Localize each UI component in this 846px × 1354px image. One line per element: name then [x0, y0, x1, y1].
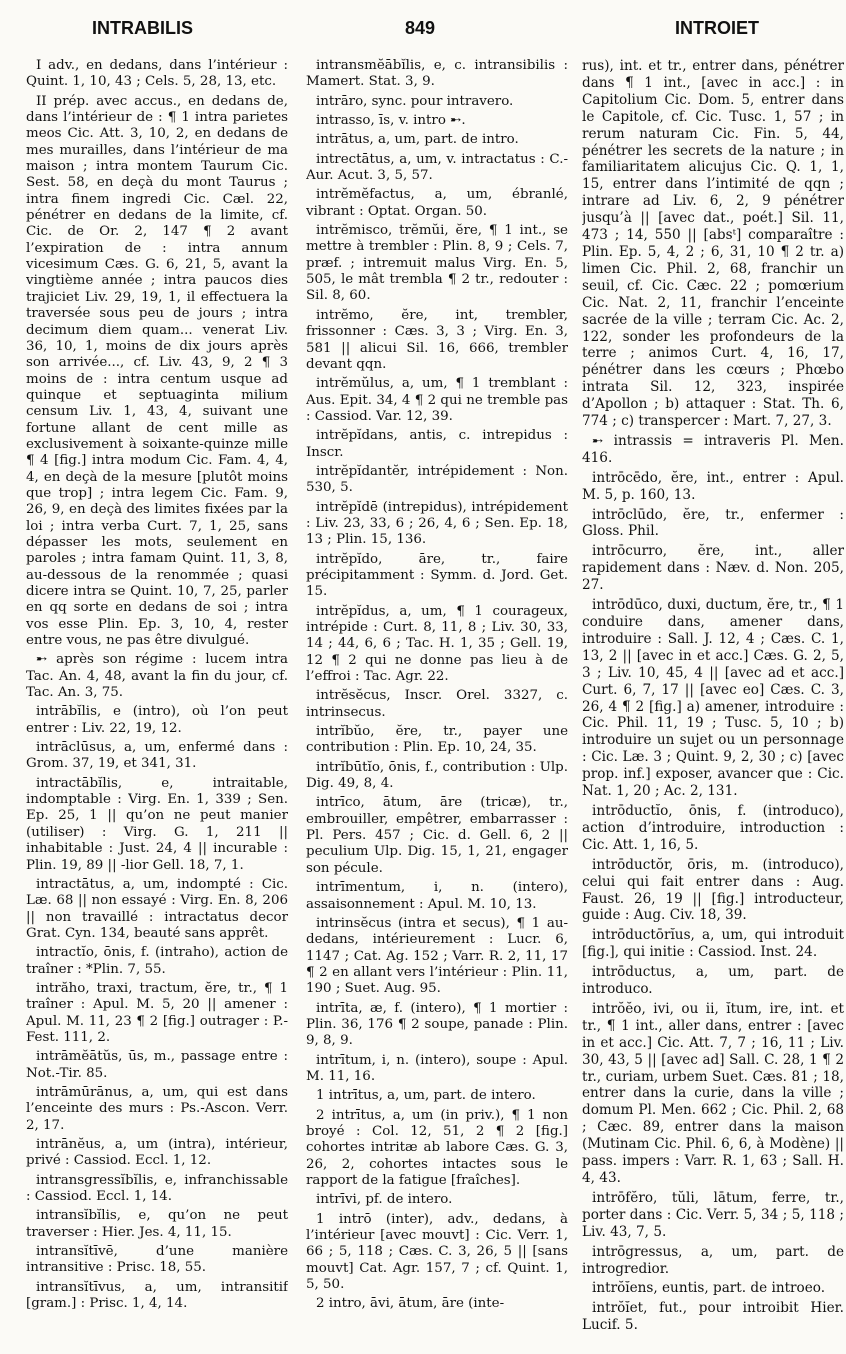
dictionary-entry: intrasso, īs, v. intro ➸. [316, 113, 466, 129]
dictionary-entry: 1 intrītus, a, um, part. de intero. [316, 1088, 536, 1104]
dictionary-entry: intrăho, traxi, tractum, ĕre, tr., ¶ 1 traîner : Apul. M. 5, 20 || amener : Apul. M. 11, 23 ¶ 2 [fig.] outrager : P.-Fest. 111, 2. [26, 980, 288, 1045]
dictionary-entry: intrātus, a, um, part. de intro. [316, 132, 519, 148]
dictionary-entry: intrōcurro, ĕre, int., aller rapidement dans : Næv. d. Non. 205, 27. [582, 543, 844, 594]
dictionary-entry: intrōdūco, duxi, ductum, ĕre, tr., ¶ 1 conduire dans, amener dans, introduire : Sall. J. 12, 4 ; Cæs. C. 1, 13, 2 || [avec in et acc.] Cæs. G. 2, 5, 3 ; Liv. 10, 45, 4 || [avec ad et acc.] Curt. 6, 7, 17 || [avec eo] Cæs. C. 3, 26, 4 ¶ 2 [fig.] a) amener, introduire : Cic. Phil. 11, 19 ; Tusc. 5, 10 ; b) introduire un sujet ou un personnage : Cic. Læ. 3 ; Quint. 9, 2, 30 ; c) [avec prop. inf.] exposer, avancer que : Cic. Nat. 1, 20 ; Ac. 2, 131. [582, 597, 844, 800]
dictionary-entry: intrĕmŭlus, a, um, ¶ 1 tremblant : Aus. Epit. 34, 4 ¶ 2 qui ne tremble pas : Cassiod. Var. 12, 39. [306, 376, 568, 424]
header-last-entry: INTROIET [675, 18, 759, 38]
dictionary-entry: intrōductōrĭus, a, um, qui introduit [fig.], qui initie : Cassiod. Inst. 24. [582, 927, 844, 961]
column-left [26, 58, 288, 1348]
dictionary-entry: 1 intrō (inter), adv., dedans, à l’intérieur [avec mouvt] : Cic. Verr. 1, 66 ; 5, 118 ; Cæs. C. 3, 26, 5 || [sans mouvt] Cat. Agr. 157, 7 ; cf. Quint. 1, 5, 50. [306, 1211, 568, 1293]
dictionary-entry: intrāmūrānus, a, um, qui est dans l’enceinte des murs : Ps.-Ascon. Verr. 2, 17. [26, 1084, 288, 1133]
dictionary-entry: intrōclūdo, ĕre, tr., enfermer : Gloss. Phil. [582, 506, 844, 540]
dictionary-entry: intrīvi, pf. de intero. [316, 1192, 453, 1208]
page-header [0, 10, 846, 44]
dictionary-entry: intrŏĕo, ivi, ou ii, ĭtum, ire, int. et tr., ¶ 1 int., aller dans, entrer : [avec in et acc.] Cic. Att. 7, 7 ; 16, 11 ; Liv. 30, 43, 5 || [avec ad] Sall. C. 28, 1 ¶ 2 tr., curiam, urbem Suet. Cæs. 81 ; 18, entrer dans la curie, dans la ville ; domum Pl. Men. 662 ; Cic. Phil. 2, 68 ; Cæc. 89, entrer dans la maison (Mutinam Cic. Phil. 6, 6, à Modène) || pass. impers : Varr. R. 1, 63 ; Sall. H. 4, 43. [582, 1000, 844, 1186]
dictionary-entry: intrāmĕātŭs, ūs, m., passage entre : Not.-Tir. 85. [26, 1049, 288, 1081]
dictionary-entry: intrĕsĕcus, Inscr. Orel. 3327, c. intrinsecus. [306, 688, 568, 720]
dictionary-entry: intractābĭlis, e, intraitable, indomptable : Virg. En. 1, 339 ; Sen. Ep. 25, 1 || qu’on ne peut manier (utiliser) : Virg. G. 1, 211 || inhabitable : Just. 24, 4 || incurable : Plin. 19, 89 || -lior Gell. 18, 7, 1. [26, 775, 288, 873]
dictionary-entry: intrōductus, a, um, part. de introduco. [582, 964, 844, 998]
dictionary-entry: intrĕmo, ĕre, int, trembler, frissonner : Cæs. 3, 3 ; Virg. En. 3, 581 || alicui Sil. 16, 666, trembler devant qqn. [306, 307, 568, 372]
dictionary-entry: intrīmentum, i, n. (intero), assaisonnement : Apul. M. 10, 13. [306, 880, 568, 912]
dictionary-entry: intrĕpĭdus, a, um, ¶ 1 courageux, intrépide : Curt. 8, 11, 8 ; Liv. 30, 33, 14 ; 44, 6, 6 ; Tac. H. 1, 35 ; Gell. 19, 12 ¶ 2 qui ne donne pas lieu à de l’effroi : Tac. Agr. 22. [306, 603, 568, 685]
column-middle [306, 58, 568, 1348]
dictionary-entry: intransĭtīvus, a, um, intransitif [gram.] : Prisc. 1, 4, 14. [26, 1279, 288, 1312]
dictionary-entry: intransĭbĭlis, e, qu’on ne peut traverser : Hier. Jes. 4, 11, 15. [26, 1208, 288, 1240]
dictionary-entry: intractĭo, ōnis, f. (intraho), action de traîner : *Plin. 7, 55. [26, 945, 288, 977]
dictionary-entry: intrītum, i, n. (intero), soupe : Apul. M. 11, 16. [306, 1052, 568, 1084]
dictionary-entry: intractātus, a, um, indompté : Cic. Læ. 68 || non essayé : Virg. En. 8, 206 || non travaillé : intractatus decor Grat. Cyn. 134, beauté sans apprêt. [26, 876, 288, 941]
dictionary-entry: intrānĕus, a, um (intra), intérieur, privé : Cassiod. Eccl. 1, 12. [26, 1137, 288, 1169]
dictionary-entry: intrōgressus, a, um, part. de introgredior. [582, 1243, 844, 1277]
column-right [582, 58, 844, 1348]
dictionary-entry: intransĭtīvē, d’une manière intransitive : Prisc. 18, 55. [26, 1244, 288, 1276]
dictionary-entry: intrĕpĭdē (intrepidus), intrépidement : Liv. 23, 33, 6 ; 26, 4, 6 ; Sen. Ep. 18, 13 ; Plin. 15, 136. [306, 499, 568, 548]
dictionary-entry: intrōfĕro, tŭli, lātum, ferre, tr., porter dans : Cic. Verr. 5, 34 ; 5, 118 ; Liv. 43, 7, 5. [582, 1189, 844, 1240]
dictionary-entry: intransmĕābĭlis, e, c. intransibilis : Mamert. Stat. 3, 9. [306, 58, 568, 90]
dictionary-entry: intrāro, sync. pour intravero. [316, 93, 514, 109]
page-number: 849 [405, 18, 436, 38]
dictionary-entry: intrĭbŭo, ĕre, tr., payer une contribution : Plin. Ep. 10, 24, 35. [306, 724, 568, 756]
dictionary-entry: intrīco, ātum, āre (tricæ), tr., embrouiller, empêtrer, embarrasser : Pl. Pers. 457 ; Cic. d. Gell. 6, 2 || peculium Ulp. Dig. 15, 1, 21, engager son pécule. [306, 795, 568, 876]
dictionary-entry: intrĕpĭdo, āre, tr., faire précipitamment : Symm. d. Jord. Get. 15. [306, 551, 568, 600]
dictionary-entry: ➸ après son régime : lucem intra Tac. An. 4, 48, avant la fin du jour, cf. Tac. An. 3, 75. [26, 652, 288, 701]
dictionary-entry: intrĕpĭdans, antis, c. intrepidus : Inscr. [306, 428, 568, 460]
dictionary-entry: intrābĭlis, e (intro), où l’on peut entrer : Liv. 22, 19, 12. [26, 704, 288, 736]
dictionary-entry: intrīta, æ, f. (intero), ¶ 1 mortier : Plin. 36, 176 ¶ 2 soupe, panade : Plin. 9, 8, 9. [306, 1000, 568, 1049]
dictionary-entry: I adv., en dedans, dans l’intérieur : Quint. 1, 10, 43 ; Cels. 5, 28, 13, etc. [26, 58, 288, 90]
header-first-entry: INTRABILIS [92, 18, 193, 38]
dictionary-entry: intrŏĭet, fut., pour introibit Hier. Lucif. 5. [582, 1300, 844, 1334]
dictionary-entry: intrĭbūtĭo, ōnis, f., contribution : Ulp. Dig. 49, 8, 4. [306, 759, 568, 792]
dictionary-entry: intrĕmisco, trĕmŭi, ĕre, ¶ 1 int., se mettre à trembler : Plin. 8, 9 ; Cels. 7, præf. ; intremuit malus Virg. En. 5, 505, le mât trembla ¶ 2 tr., redouter : Sil. 8, 60. [306, 223, 568, 304]
dictionary-entry: 2 intro, āvi, ātum, āre (inte- [316, 1296, 505, 1312]
dictionary-entry: intrinsĕcus (intra et secus), ¶ 1 au-dedans, intérieurement : Lucr. 6, 1147 ; Cat. Ag. 152 ; Varr. R. 2, 11, 17 ¶ 2 en allant vers l’intérieur : Plin. 11, 190 ; Suet. Aug. 95. [306, 915, 568, 997]
dictionary-entry: intrĕmĕfactus, a, um, ébranlé, vibrant : Optat. Organ. 50. [306, 187, 568, 219]
dictionary-entry: intrŏĭens, euntis, part. de introeo. [592, 1280, 826, 1297]
dictionary-entry: intrectātus, a, um, v. intractatus : C.-Aur. Acut. 3, 5, 57. [306, 151, 568, 184]
dictionary-entry: intrōductŏr, ōris, m. (introduco), celui qui fait entrer dans : Aug. Faust. 26, 19 || [fig.] introducteur, guide : Aug. Civ. 18, 39. [582, 856, 844, 924]
dictionary-entry: rus), int. et tr., entrer dans, pénétrer dans ¶ 1 int., [avec in acc.] : in Capitolium Cic. Dom. 5, entrer dans le Capitole, cf. Cic. Tusc. 1, 57 ; in rerum naturam Cic. Fin. 5, 44, pénétrer les secrets de la nature ; in familiaritatem alicujus Cic. Q. 1, 1, 15, entrer dans l’intimité de qqn ; intrare ad Liv. 6, 2, 9 pénétrer jusqu’à || [avec dat., poét.] Sil. 11, 473 ; 14, 550 || [absᵗ] comparaître : Plin. Ep. 5, 4, 2 ; 6, 31, 10 ¶ 2 tr. a) limen Cic. Phil. 2, 68, franchir un seuil, cf. Cic. Cæc. 22 ; pomœrium Cic. Nat. 2, 11, franchir l’enceinte sacrée de la ville ; terram Cic. Ac. 2, 122, sonder les profondeurs de la terre ; animos Curt. 4, 16, 17, pénétrer dans les cœurs ; Phœbo intrata Sil. 12, 323, inspirée d’Apollon ; b) attaquer : Stat. Th. 6, 774 ; c) transpercer : Mart. 7, 27, 3. [582, 58, 844, 430]
dictionary-entry: intrōductĭo, ōnis, f. (introduco), action d’introduire, introduction : Cic. Att. 1, 16, 5. [582, 802, 844, 853]
dictionary-entry: intrĕpĭdantĕr, intrépidement : Non. 530, 5. [306, 463, 568, 496]
dictionary-entry: intransgressĭbĭlis, e, infranchissable : Cassiod. Eccl. 1, 14. [26, 1172, 288, 1205]
dictionary-entry: intrāclūsus, a, um, enfermé dans : Grom. 37, 19, et 341, 31. [26, 740, 288, 772]
dictionary-entry: intrōcēdo, ĕre, int., entrer : Apul. M. 5, p. 160, 13. [582, 469, 844, 503]
entry-columns [22, 58, 844, 1348]
dictionary-entry: 2 intrītus, a, um (in priv.), ¶ 1 non broyé : Col. 12, 51, 2 ¶ 2 [fig.] cohortes intritæ ab labore Cæs. G. 3, 26, 2, cohortes intactes sous le rapport de la fatigue [fraîches]. [306, 1107, 568, 1188]
dictionary-entry: ➸ intrassis = intraveris Pl. Men. 416. [582, 432, 844, 466]
dictionary-entry: II prép. avec accus., en dedans de, dans l’intérieur de : ¶ 1 intra parietes meos Cic. Att. 3, 10, 2, en dedans de mes murailles, dans l’intérieur de ma maison ; intra montem Taurum Cic. Sest. 58, en deçà du mont Taurus ; intra finem ingredi Cic. Cæl. 22, pénétrer en dedans de la limite, cf. Cic. de Or. 2, 147 ¶ 2 avant l’expiration de : intra annum vicesimum Cæs. G. 6, 21, 5, avant la vingtième année ; intra paucos dies trajiciet Liv. 29, 19, 1, il effectuera la traversée sous peu de jours ; intra decimum diem quam... venerat Liv. 36, 10, 1, moins de dix jours après son arrivée..., cf. Liv. 43, 9, 2 ¶ 3 moins de : intra centum usque ad quinque et septuaginta milium censum Liv. 1, 43, 4, suivant une fortune allant de cent mille as exclusivement à soixante-quinze mille ¶ 4 [fig.] intra modum Cic. Fam. 4, 4, 4, en deçà de la mesure [plutôt moins que trop] ; intra legem Cic. Fam. 9, 26, 9, en deçà des limites fixées par la loi ; intra verba Curt. 7, 1, 25, sans dépasser les mots, seulement en paroles ; intra famam Quint. 11, 3, 8, au-dessous de la renommée ; quasi dicere intra se Quint. 10, 7, 25, parler en qq sorte en dedans de soi ; intra vos esse Plin. Ep. 3, 10, 4, rester entre vous, ne pas être divulgué. [26, 93, 288, 649]
